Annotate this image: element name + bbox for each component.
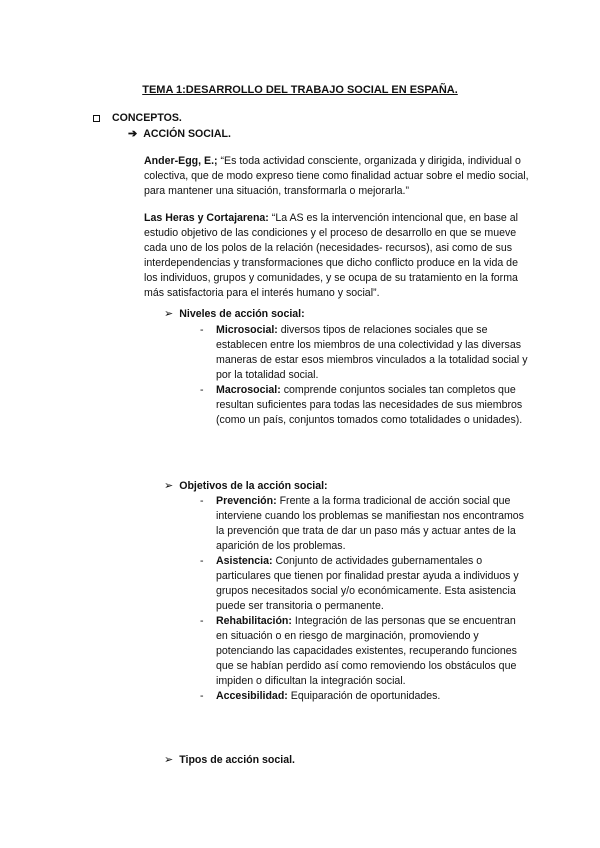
item-text: comprende conjuntos sociales tan completos que resultan suficientes para todas las necesidades de sus miembros (como un país, conjuntos tomados como totalidades o unidades). (216, 384, 523, 426)
dash-bullet: - (200, 324, 204, 336)
definition-paragraph (144, 211, 529, 301)
tipos-heading-label: Tipos de acción social. (179, 754, 296, 766)
list-item (200, 494, 530, 554)
item-text: Integración de las personas que se encuentran en situación o en riesgo de marginación, promoviendo y potenciando las capacidades existentes, recuperando funciones que se habían perdido así como removiendo los obstáculos que impiden o dificultan la integración social. (216, 615, 517, 687)
item-term: Microsocial: (216, 324, 278, 336)
section-heading-conceptos (93, 111, 182, 126)
niveles-heading (164, 307, 305, 322)
definition-paragraph (144, 154, 529, 199)
objetivos-heading-label: Objetivos de la acción social: (179, 480, 328, 492)
section-label: CONCEPTOS. (112, 112, 182, 124)
dash-bullet: - (200, 384, 204, 396)
list-item (200, 689, 530, 704)
niveles-list (200, 323, 530, 428)
objetivos-heading (164, 479, 328, 494)
square-bullet-icon (93, 115, 100, 122)
objetivos-list (200, 494, 530, 704)
chevron-bullet-icon: ➢ (164, 308, 174, 320)
subsection-heading-accion-social (128, 127, 231, 142)
definition-author: Ander-Egg, E.; (144, 155, 218, 167)
list-item (200, 554, 530, 614)
item-term: Rehabilitación: (216, 615, 292, 627)
item-text: diversos tipos de relaciones sociales que se establecen entre los miembros de una colectividad y las diversas maneras de estar esos miembros vinculados a la totalidad social y por la totalidad social. (216, 324, 528, 381)
item-term: Accesibilidad: (216, 690, 288, 702)
definition-author: Las Heras y Cortajarena: (144, 212, 269, 224)
item-text: Equiparación de oportunidades. (287, 690, 441, 702)
item-term: Asistencia: (216, 555, 273, 567)
dash-bullet: - (200, 555, 204, 567)
dash-bullet: - (200, 615, 204, 627)
list-item (200, 383, 530, 428)
item-text: Conjunto de actividades gubernamentales o particulares que tienen por finalidad prestar ayuda a individuos y grupos necesitados social y/o económicamente. Esta asistencia puede ser transitoria o permanente. (216, 555, 519, 612)
chevron-bullet-icon: ➢ (164, 480, 174, 492)
item-term: Prevención: (216, 495, 277, 507)
subsection-label: ACCIÓN SOCIAL. (143, 128, 231, 140)
page-title: TEMA 1:DESARROLLO DEL TRABAJO SOCIAL EN ESPAÑA. (142, 84, 458, 96)
dash-bullet: - (200, 495, 204, 507)
chevron-bullet-icon: ➢ (164, 754, 174, 766)
niveles-heading-label: Niveles de acción social: (179, 308, 305, 320)
list-item (200, 323, 530, 383)
definition-text: “Es toda actividad consciente, organizada y dirigida, individual o colectiva, que de modo expreso tiene como finalidad actuar sobre el medio social, para mantener una situación, transformarla o mejorarla.” (144, 155, 529, 197)
dash-bullet: - (200, 690, 204, 702)
tipos-heading (164, 753, 295, 768)
definition-text: “La AS es la intervención intencional que, en base al estudio objetivo de las condiciones y el proceso de desarrollo en que se mueve cada uno de los polos de la relación (necesidades- recursos), asi como de sus interdependencias y transformaciones que dicho conflicto produce en la vida de los individuos, grupos y comunidades, y se ocupa de su tratamiento en la forma más satisfactoria para el interés humano y social”. (144, 212, 518, 299)
item-term: Macrosocial: (216, 384, 281, 396)
item-text: Frente a la forma tradicional de acción social que interviene cuando los problemas se manifiestan nos encontramos la prevención que trata de dar un paso más y actuar antes de la aparición de los problemas. (216, 495, 524, 552)
list-item (200, 614, 530, 689)
arrow-bullet-icon: ➔ (128, 128, 138, 140)
